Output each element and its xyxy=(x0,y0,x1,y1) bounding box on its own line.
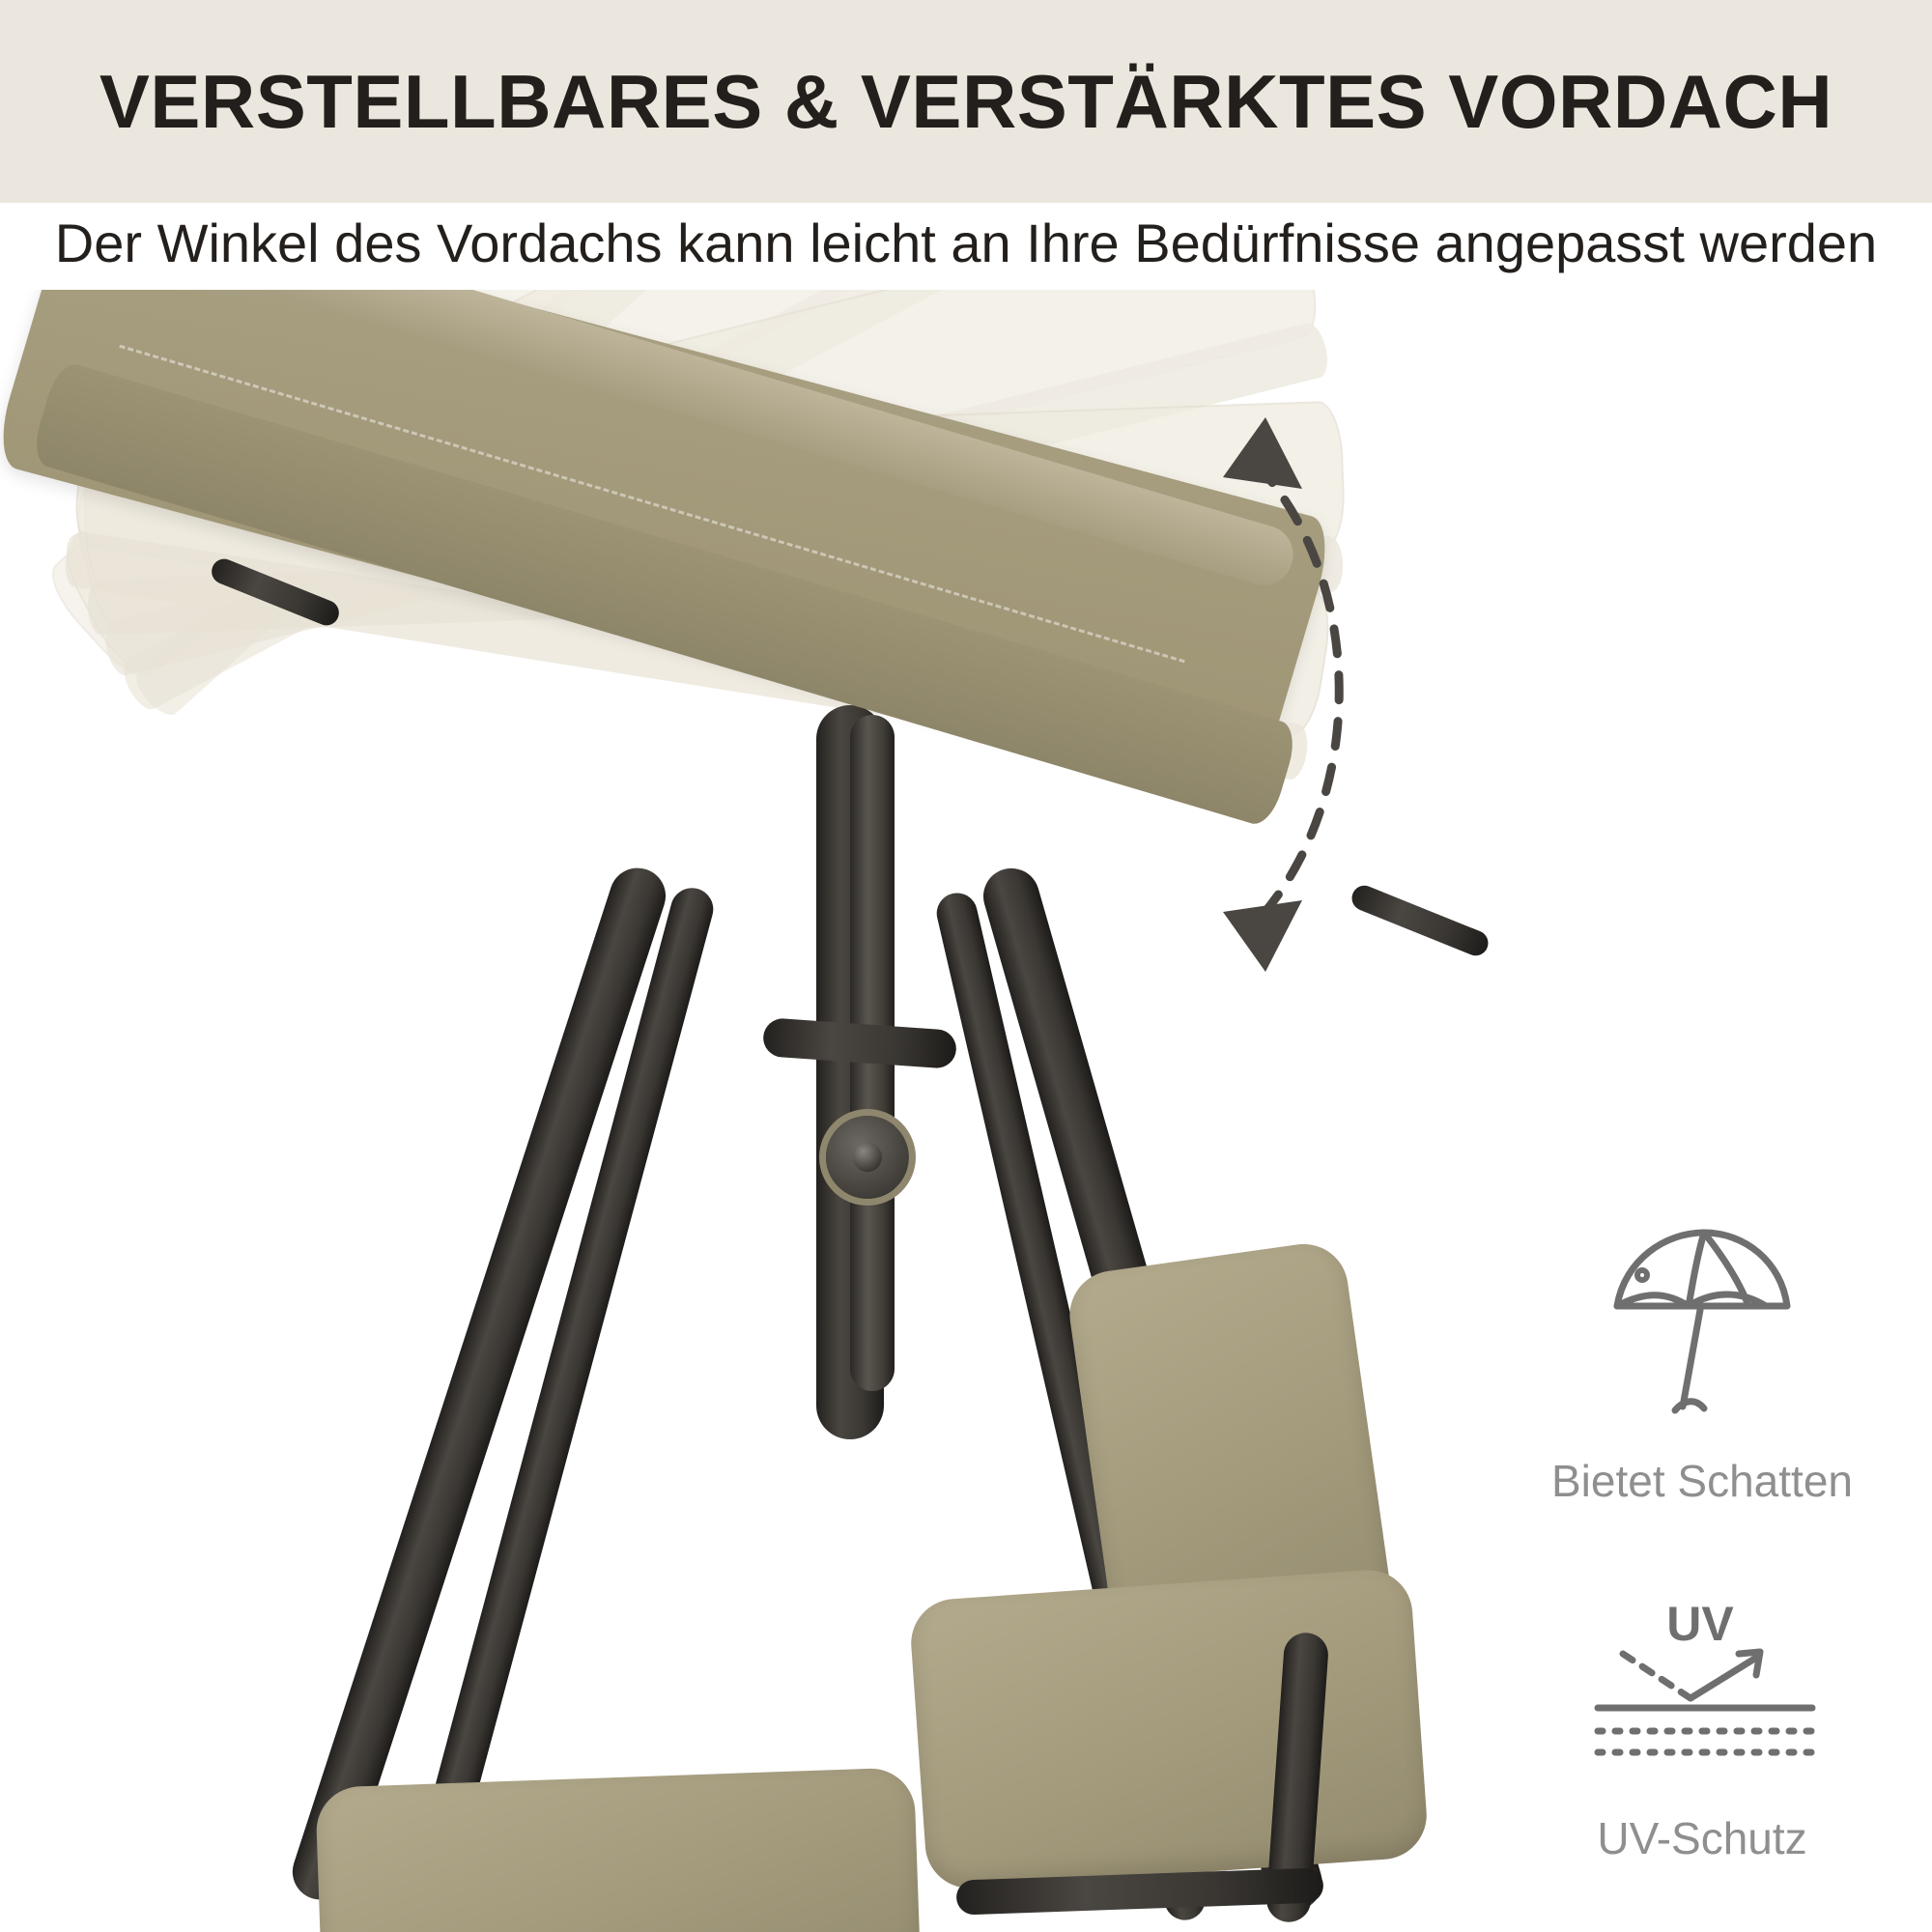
feature-shade-label: Bietet Schatten xyxy=(1551,1456,1853,1506)
feature-uv xyxy=(1577,1594,1828,1864)
beach-umbrella-icon xyxy=(1596,1217,1808,1430)
feature-shade xyxy=(1551,1217,1853,1507)
product-photo xyxy=(0,290,1932,1932)
frame-crossbar xyxy=(762,1017,957,1069)
uv-protection-icon xyxy=(1577,1594,1828,1787)
page-title: VERSTELLBARES & VERSTÄRKTES VORDACH xyxy=(99,59,1833,144)
seat-cushion-left xyxy=(315,1767,922,1932)
feature-list xyxy=(1499,1217,1905,1864)
canopy-adjustment-knob xyxy=(826,1116,909,1199)
canopy-tilt-range-arrow xyxy=(1140,396,1391,995)
uv-text: UV xyxy=(1666,1597,1734,1651)
arrow-head-down xyxy=(1223,900,1302,972)
feature-uv-label: UV-Schutz xyxy=(1597,1813,1807,1863)
arrow-dashed-path xyxy=(1256,464,1339,923)
header-band xyxy=(0,0,1932,203)
page-subtitle: Der Winkel des Vordachs kann leicht an Ihre Bedürfnisse angepasst werden xyxy=(54,213,1878,273)
seat-cushion xyxy=(908,1567,1430,1891)
arrow-head-up xyxy=(1223,417,1302,489)
